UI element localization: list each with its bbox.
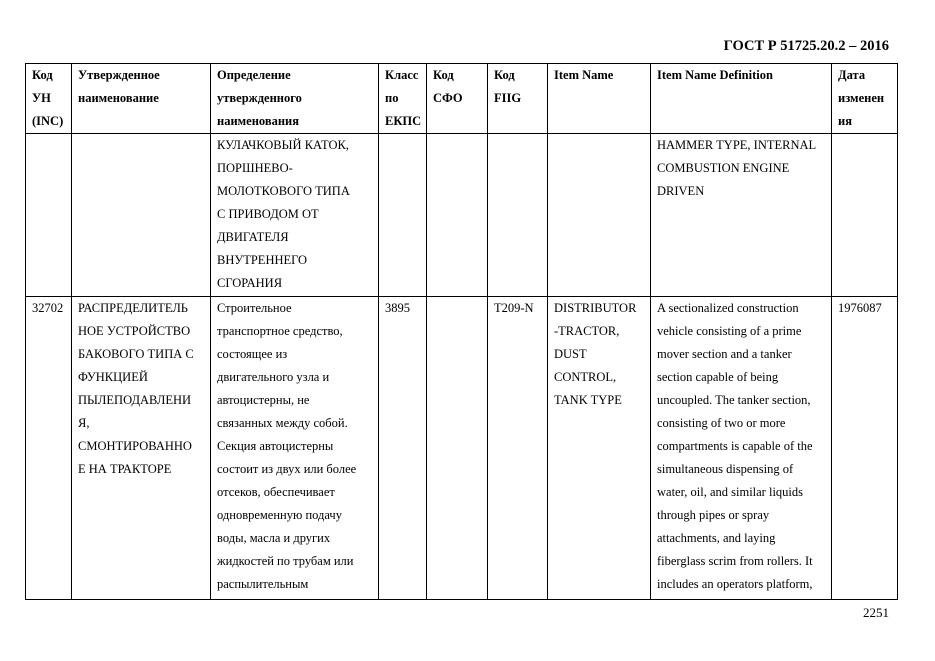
- text-line: двигательного узла и: [217, 370, 330, 384]
- text-line: МОЛОТКОВОГО ТИПА: [217, 184, 350, 198]
- text-line: mover section and a tanker: [657, 347, 792, 361]
- text-line: отсеков, обеспечивает: [217, 485, 335, 499]
- text-line: распылительным: [217, 577, 309, 591]
- cell-inc: 32702: [26, 297, 72, 600]
- text-line: НОЕ УСТРОЙСТВО: [78, 324, 191, 338]
- cell-change-date: [832, 134, 898, 297]
- col-header-change-date: [832, 64, 898, 134]
- text-line: состоит из двух или более: [217, 462, 357, 476]
- col-header-line: Код: [433, 68, 454, 82]
- text-line: includes an operators platform,: [657, 577, 813, 591]
- col-header-inc: [26, 64, 72, 134]
- text-line: ДВИГАТЕЛЯ: [217, 230, 289, 244]
- text-line: одновременную подачу: [217, 508, 342, 522]
- col-header-sfo: [427, 64, 488, 134]
- text-line: COMBUSTION ENGINE: [657, 161, 790, 175]
- col-header-line: (INC): [32, 114, 64, 128]
- col-header-line: FIIG: [494, 91, 522, 105]
- text-line: uncoupled. The tanker section,: [657, 393, 811, 407]
- text-line: Строительное: [217, 301, 292, 315]
- catalog-table: [25, 63, 898, 600]
- col-header-line: утвержденного: [217, 91, 302, 105]
- cell-approved-name: [72, 134, 211, 297]
- col-header-line: ия: [838, 114, 852, 128]
- text-line: СГОРАНИЯ: [217, 276, 283, 290]
- text-line: РАСПРЕДЕЛИТЕЛЬ: [78, 301, 188, 315]
- cell-item-name-definition: [651, 297, 832, 600]
- text-line: автоцистерны, не: [217, 393, 310, 407]
- text-line: ПЫЛЕПОДАВЛЕНИ: [78, 393, 192, 407]
- text-line: ВНУТРЕННЕГО: [217, 253, 308, 267]
- text-line: DISTRIBUTOR: [554, 301, 637, 315]
- text-line: СМОНТИРОВАННО: [78, 439, 192, 453]
- cell-sfo: [427, 134, 488, 297]
- text-line: through pipes or spray: [657, 508, 770, 522]
- col-header-class: [379, 64, 427, 134]
- text-line: section capable of being: [657, 370, 779, 384]
- cell-approved-name: [72, 297, 211, 600]
- col-header-line: Дата: [838, 68, 866, 82]
- text-line: БАКОВОГО ТИПА С: [78, 347, 194, 361]
- col-header-line: Код: [32, 68, 53, 82]
- col-header-line: наименование: [78, 91, 159, 105]
- text-line: HAMMER TYPE, INTERNAL: [657, 138, 817, 152]
- text-line: жидкостей по трубам или: [217, 554, 354, 568]
- table-header-row: [26, 64, 898, 134]
- text-line: -TRACTOR,: [554, 324, 620, 338]
- col-header-line: Код: [494, 68, 515, 82]
- table-row: [26, 134, 898, 297]
- text-line: транспортное средство,: [217, 324, 343, 338]
- col-header-line: УН: [32, 91, 51, 105]
- col-header-line: по: [385, 91, 399, 105]
- text-line: compartments is capable of the: [657, 439, 813, 453]
- text-line: DUST: [554, 347, 587, 361]
- col-header-line: Item Name: [554, 68, 614, 82]
- col-header-item-name-definition: [651, 64, 832, 134]
- col-header-fiig: [488, 64, 548, 134]
- cell-inc: [26, 134, 72, 297]
- cell-class: 3895: [379, 297, 427, 600]
- document-standard-header: ГОСТ Р 51725.20.2 – 2016: [723, 38, 889, 54]
- text-line: КУЛАЧКОВЫЙ КАТОК,: [217, 138, 349, 152]
- cell-class: [379, 134, 427, 297]
- text-line: water, oil, and similar liquids: [657, 485, 804, 499]
- text-line: Секция автоцистерны: [217, 439, 334, 453]
- cell-item-name: [548, 134, 651, 297]
- cell-sfo: [427, 297, 488, 600]
- col-header-line: СФО: [433, 91, 463, 105]
- text-line: состоящее из: [217, 347, 288, 361]
- text-line: DRIVEN: [657, 184, 705, 198]
- text-line: fiberglass scrim from rollers. It: [657, 554, 813, 568]
- text-line: Я,: [78, 416, 90, 430]
- col-header-definition: [211, 64, 379, 134]
- cell-item-name-definition: [651, 134, 832, 297]
- col-header-line: ЕКПС: [385, 114, 422, 128]
- cell-fiig: [488, 134, 548, 297]
- col-header-line: Item Name Definition: [657, 68, 773, 82]
- col-header-line: Утвержденное: [78, 68, 160, 82]
- text-line: ФУНКЦИЕЙ: [78, 370, 148, 384]
- cell-definition: [211, 297, 379, 600]
- text-line: воды, масла и других: [217, 531, 331, 545]
- text-line: TANK TYPE: [554, 393, 622, 407]
- cell-fiig: T209-N: [488, 297, 548, 600]
- col-header-approved-name: [72, 64, 211, 134]
- page-number: 2251: [863, 605, 889, 620]
- col-header-line: изменен: [838, 91, 885, 105]
- text-line: simultaneous dispensing of: [657, 462, 794, 476]
- text-line: Е НА ТРАКТОРЕ: [78, 462, 172, 476]
- col-header-line: Класс: [385, 68, 419, 82]
- text-line: consisting of two or more: [657, 416, 786, 430]
- text-line: связанных между собой.: [217, 416, 348, 430]
- table-row: [26, 297, 898, 600]
- col-header-line: Определение: [217, 68, 291, 82]
- text-line: attachments, and laying: [657, 531, 776, 545]
- text-line: CONTROL,: [554, 370, 617, 384]
- text-line: С ПРИВОДОМ ОТ: [217, 207, 319, 221]
- col-header-item-name: [548, 64, 651, 134]
- cell-item-name: [548, 297, 651, 600]
- text-line: vehicle consisting of a prime: [657, 324, 802, 338]
- cell-definition: [211, 134, 379, 297]
- col-header-line: наименования: [217, 114, 300, 128]
- text-line: A sectionalized construction: [657, 301, 799, 315]
- text-line: ПОРШНЕВО-: [217, 161, 293, 175]
- cell-change-date: 1976087: [832, 297, 898, 600]
